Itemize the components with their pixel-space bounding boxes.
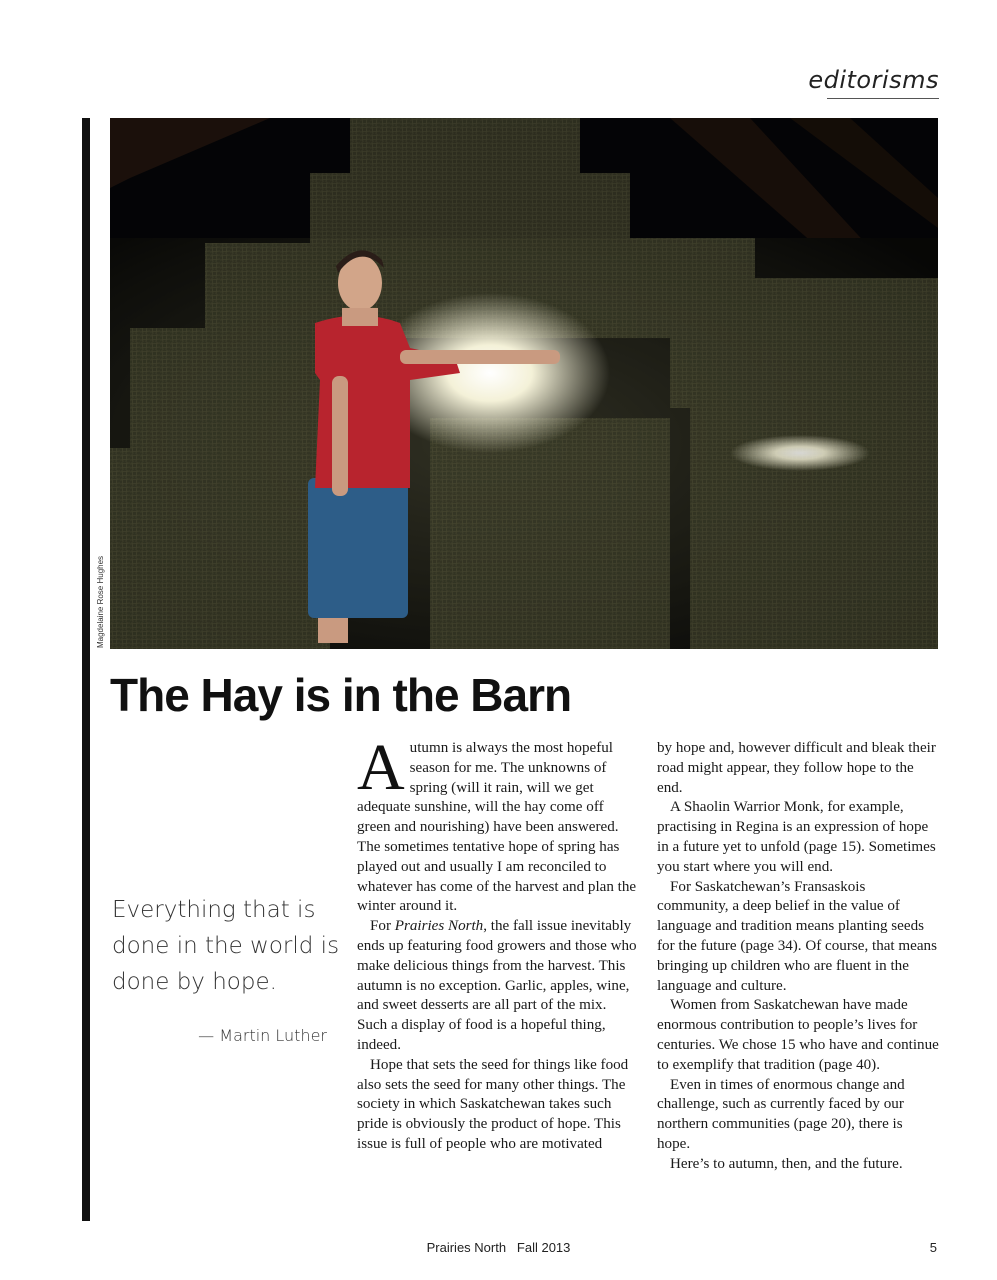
page-number: 5 — [929, 1240, 937, 1255]
paragraph: by hope and, however difficult and bleak their road might appear, they follow hope to the end. — [657, 740, 936, 796]
paragraph — [357, 731, 639, 917]
hero-photo — [110, 118, 938, 649]
paragraph-text: For — [370, 918, 395, 935]
article-title: The Hay is in the Barn — [110, 669, 572, 721]
article-column-2 — [657, 739, 939, 1175]
paragraph — [357, 917, 639, 1056]
article-column-1 — [357, 731, 639, 1155]
magazine-name: Prairies North — [394, 918, 484, 935]
drop-cap: A — [357, 731, 405, 804]
paragraph: For Saskatchewan’s Fransaskois community, a deep belief in the value of language and tradition means planting seeds for the future (page 34). Of course, that means bringing up children who are fluent in the language and culture. — [657, 878, 937, 994]
paragraph: Hope that sets the seed for things like food also sets the seed for many other things. The society in which Saskatchewan takes such pride is obviously the product of hope. This issue is full of people who are motivated — [357, 1056, 629, 1152]
side-bar — [82, 118, 90, 1221]
paragraph: A Shaolin Warrior Monk, for example, practising in Regina is an expression of hope in a future yet to unfold (page 15). Sometimes you start where you will end. — [657, 799, 936, 875]
paragraph-text: utumn is always the most hopeful season for me. The unknowns of spring (will it rain, will we get adequate sunshine, will the hay come off green and nourishing) have been answered. The sometimes tentative hope of spring has played out and usually I am reconciled to whatever has come of the harvest and plan the winter around it. — [357, 740, 637, 915]
paragraph: Even in times of enormous change and challenge, such as currently faced by our northern communities (page 20), there is hope. — [657, 1076, 905, 1152]
footer-publication: Prairies North Fall 2013 — [426, 1240, 571, 1255]
section-rule — [827, 98, 939, 99]
photo-credit: Magdelaine Rose Hughes — [96, 555, 105, 648]
pull-quote-attribution: — Martin Luther — [198, 1026, 327, 1045]
paragraph: Women from Saskatchewan have made enormous contribution to people’s lives for centuries. We chose 15 who have and continue to exemplify that tradition (page 40). — [657, 997, 939, 1073]
paragraph-text: , the fall issue inevitably ends up featuring food growers and those who make delicious things from the harvest. This autumn is no exception. Garlic, apples, wine, and sweet desserts are all part of the mix. Such a display of food is a hopeful thing, indeed. — [357, 918, 637, 1053]
section-tag: editorisms — [808, 66, 939, 94]
paragraph: Here’s to autumn, then, and the future. — [670, 1155, 903, 1172]
pull-quote: Everything that is done in the world is done by hope. — [112, 897, 340, 995]
